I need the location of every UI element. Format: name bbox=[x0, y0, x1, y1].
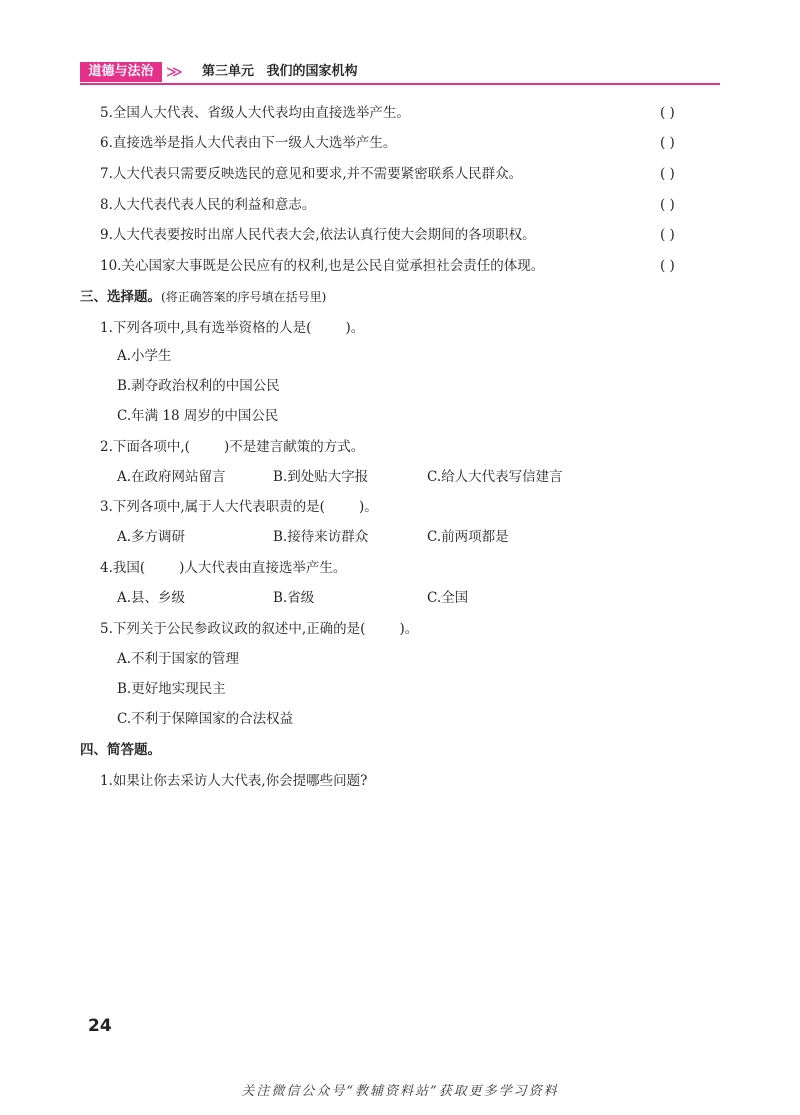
q2-stem-end: )不是建言献策的方式。 bbox=[223, 439, 365, 455]
judge-item-6: 6.直接选举是指人大代表由下一级人大选举产生。 bbox=[100, 135, 397, 151]
choice-question-3 bbox=[100, 497, 378, 517]
chevron-icon: ≫ bbox=[166, 62, 179, 81]
q4-option-b: B.省级 bbox=[273, 590, 315, 606]
answer-paren-10[interactable]: ( ) bbox=[660, 258, 675, 274]
q5-stem-start: 5.下列关于公民参政议政的叙述中,正确的是( bbox=[100, 621, 366, 637]
judge-item-7: 7.人大代表只需要反映选民的意见和要求,并不需要紧密联系人民群众。 bbox=[100, 166, 523, 182]
q1-stem-start: 1.下列各项中,具有选举资格的人是( bbox=[100, 320, 312, 336]
answer-paren-7[interactable]: ( ) bbox=[660, 166, 675, 182]
q2-option-c: C.给人大代表写信建言 bbox=[427, 469, 563, 485]
q4-option-a: A.县、乡级 bbox=[117, 590, 186, 606]
q5-option-c: C.不利于保障国家的合法权益 bbox=[117, 711, 294, 727]
section-3-note: (将正确答案的序号填在括号里) bbox=[161, 290, 327, 304]
page-header bbox=[80, 60, 720, 84]
q3-option-a: A.多方调研 bbox=[117, 529, 186, 545]
choice-question-4 bbox=[100, 558, 346, 578]
answer-paren-5[interactable]: ( ) bbox=[660, 105, 675, 121]
choice-question-2 bbox=[100, 437, 364, 457]
q2-option-b: B.到处贴大字报 bbox=[273, 469, 369, 485]
q1-option-a: A.小学生 bbox=[117, 348, 172, 364]
q4-option-c: C.全国 bbox=[427, 590, 469, 606]
q3-option-c: C.前两项都是 bbox=[427, 529, 509, 545]
unit-title: 第三单元 我们的国家机构 bbox=[202, 64, 358, 79]
section-3-heading bbox=[80, 287, 326, 307]
q1-stem-end: )。 bbox=[345, 320, 365, 336]
choice-question-5 bbox=[100, 619, 418, 639]
judge-item-9: 9.人大代表要按时出席人民代表大会,依法认真行使大会期间的各项职权。 bbox=[100, 227, 536, 243]
q5-option-a: A.不利于国家的管理 bbox=[117, 651, 240, 667]
header-rule bbox=[80, 83, 720, 85]
section-3-title: 三、选择题。 bbox=[80, 289, 161, 305]
q3-stem-start: 3.下列各项中,属于人大代表职责的是( bbox=[100, 499, 325, 515]
q3-stem-end: )。 bbox=[358, 499, 378, 515]
q3-option-b: B.接待来访群众 bbox=[273, 529, 369, 545]
judge-item-10: 10.关心国家大事既是公民应有的权利,也是公民自觉承担社会责任的体现。 bbox=[100, 258, 545, 274]
section-4-title: 四、简答题。 bbox=[80, 742, 161, 758]
page-number: 24 bbox=[88, 1016, 112, 1036]
q5-option-b: B.更好地实现民主 bbox=[117, 681, 226, 697]
choice-question-1 bbox=[100, 318, 364, 338]
subject-label: 道德与法治 bbox=[80, 62, 162, 82]
footer-watermark-note: 关注微信公众号“教辅资料站”获取更多学习资料 bbox=[241, 1084, 559, 1099]
answer-paren-9[interactable]: ( ) bbox=[660, 227, 675, 243]
q4-stem-start: 4.我国( bbox=[100, 560, 146, 576]
answer-paren-8[interactable]: ( ) bbox=[660, 197, 675, 213]
q2-option-a: A.在政府网站留言 bbox=[117, 469, 226, 485]
judge-item-5: 5.全国人大代表、省级人大代表均由直接选举产生。 bbox=[100, 105, 410, 121]
answer-paren-6[interactable]: ( ) bbox=[660, 135, 675, 151]
q2-stem-start: 2.下面各项中,( bbox=[100, 439, 190, 455]
q4-stem-end: )人大代表由直接选举产生。 bbox=[179, 560, 347, 576]
judge-item-8: 8.人大代表代表人民的利益和意志。 bbox=[100, 197, 316, 213]
q1-option-b: B.剥夺政治权利的中国公民 bbox=[117, 378, 280, 394]
essay-question-1: 1.如果让你去采访人大代表,你会提哪些问题? bbox=[100, 773, 368, 789]
q1-option-c: C.年满 18 周岁的中国公民 bbox=[117, 408, 279, 424]
q5-stem-end: )。 bbox=[399, 621, 419, 637]
